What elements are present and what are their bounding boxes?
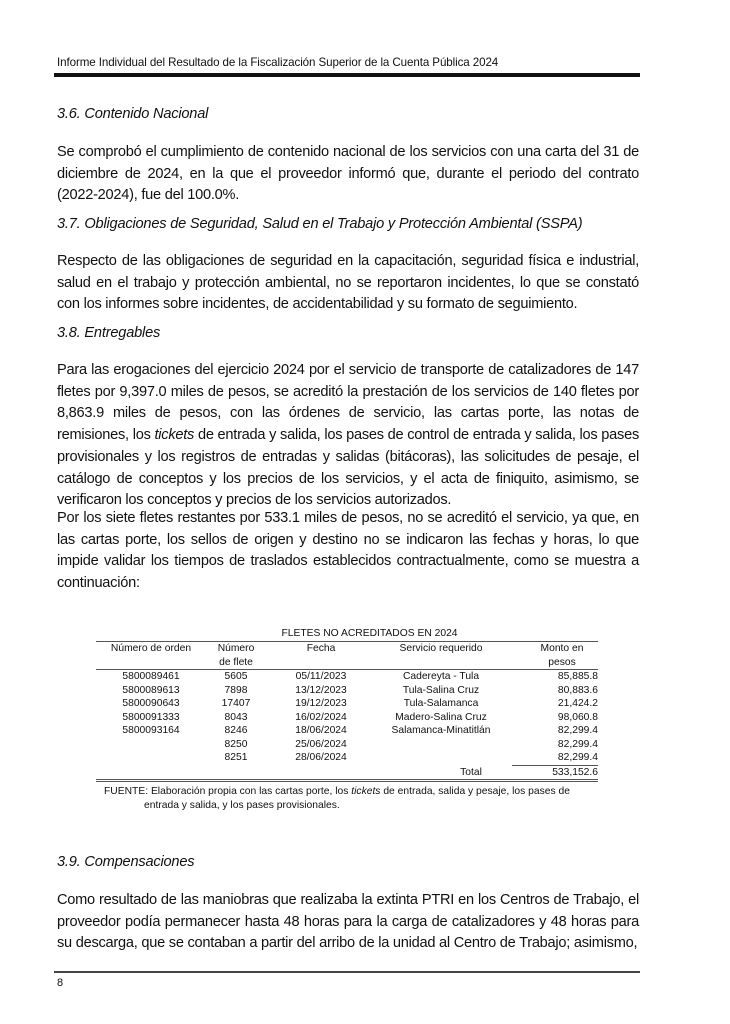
cell-monto: 82,299.4 <box>557 752 598 763</box>
table-row <box>96 751 598 765</box>
cell-servicio: Tula-Salamanca <box>403 698 479 709</box>
cell-flete: 8043 <box>224 711 248 723</box>
cell-orden <box>96 738 206 752</box>
table-total-row <box>96 766 598 780</box>
table-caption: FLETES NO ACREDITADOS EN 2024 <box>281 628 458 639</box>
table-bottom-rule <box>96 779 598 782</box>
cell-orden <box>96 751 206 765</box>
col-header-monto-line2: pesos <box>548 656 576 668</box>
col-header-servicio: Servicio requerido <box>399 643 483 654</box>
table-header <box>96 642 598 669</box>
col-header-orden-line2 <box>96 656 206 670</box>
heading-3-9: 3.9. Compensaciones <box>57 854 195 870</box>
cell-servicio <box>376 751 506 765</box>
source-label: FUENTE: <box>104 786 149 797</box>
cell-orden: 5800091333 <box>122 711 180 723</box>
heading-3-6: 3.6. Contenido Nacional <box>57 106 209 122</box>
heading-3-8: 3.8. Entregables <box>57 325 161 341</box>
cell-flete: 17407 <box>221 698 251 709</box>
cell-flete: 5605 <box>224 671 248 682</box>
cell-monto: 21,424.2 <box>557 698 598 709</box>
page-number: 8 <box>57 977 64 989</box>
col-header-flete: Número <box>217 643 255 654</box>
paragraph-entregables-2: Por los siete fletes restantes por 533.1 miles de pesos, no se acreditó el servicio, ya que, en las cartas porte, los sellos de origen y destino no se indicaron las fechas y horas, lo que impide validar los tiempos de traslados establecidos contractualmente, como se muestra a continuación: <box>57 510 639 592</box>
cell-fecha: 18/06/2024 <box>295 725 347 736</box>
cell-fecha: 05/11/2023 <box>295 671 347 682</box>
col-header-servicio-line2 <box>376 656 506 670</box>
cell-monto: 85,885.8 <box>557 671 598 682</box>
italic-term: tickets <box>351 786 381 797</box>
cell-orden: 5800090643 <box>122 698 180 709</box>
cell-servicio: Madero-Salina Cruz <box>395 711 487 723</box>
source-line-2: entrada y salida, y los pases provisionales. <box>144 800 340 811</box>
col-header-fecha: Fecha <box>306 643 336 654</box>
text-run: Elaboración propia con las cartas porte, los <box>150 786 352 797</box>
table-row <box>96 670 598 684</box>
cell-flete: 7898 <box>224 684 248 696</box>
cell-orden: 5800089613 <box>122 684 180 696</box>
paragraph-compensaciones: Como resultado de las maniobras que realizaba la extinta PTRI en los Centros de Trabajo, el proveedor podía permanecer hasta 48 horas para la carga de catalizadores y 48 horas para su descarga, que se contaban a partir del arribo de la unidad al Centro de Trabajo; asimismo, <box>57 892 639 952</box>
table-row <box>96 697 598 711</box>
cell-orden: 5800089461 <box>122 671 180 682</box>
fletes-table <box>96 627 598 813</box>
paragraph-contenido-nacional: Se comprobó el cumplimiento de contenido nacional de los servicios con una carta del 31 de diciembre de 2024, en la que el proveedor informó que, durante el periodo del contrato (2022-2024), fue del 100.0%. <box>57 144 639 204</box>
italic-term: tickets <box>154 427 195 444</box>
text-run: de entrada y salida, los pases de control de entrada y salida, los pases provisionales y los registros de entradas y salidas (bitácoras), las solicitudes de pesaje, el catálogo de conceptos y los precios de los servicios, y el acta de finiquito, asimismo, se verificaron los conceptos y precios de los servicios autorizados. <box>57 427 639 509</box>
cell-flete: 8246 <box>224 725 248 736</box>
table-row <box>96 724 598 738</box>
col-header-fecha-line2 <box>266 656 376 670</box>
table-source-note <box>96 785 598 813</box>
cell-monto: 80,883.6 <box>557 684 598 696</box>
cell-servicio: Salamanca-Minatitlán <box>391 725 491 736</box>
col-header-orden: Número de orden <box>110 643 192 654</box>
cell-fecha: 25/06/2024 <box>295 738 347 750</box>
cell-monto: 98,060.8 <box>557 711 598 723</box>
cell-monto: 82,299.4 <box>557 738 598 750</box>
paragraph-entregables-1 <box>57 360 639 512</box>
cell-fecha: 28/06/2024 <box>295 752 347 763</box>
total-value: 533,152.6 <box>552 766 598 778</box>
header-divider <box>54 73 640 77</box>
text-run: de entrada, salida y pesaje, los pases de <box>380 786 570 797</box>
col-header-flete-line2: de flete <box>219 656 253 668</box>
col-header-monto: Monto en <box>540 643 584 654</box>
cell-flete: 8251 <box>224 752 248 763</box>
report-title: Informe Individual del Resultado de la Fiscalización Superior de la Cuenta Pública 2024 <box>57 56 499 69</box>
footer-divider <box>54 971 640 973</box>
cell-servicio: Cadereyta - Tula <box>402 671 480 682</box>
cell-servicio <box>376 738 506 752</box>
cell-servicio: Tula-Salina Cruz <box>402 684 480 696</box>
table-row <box>96 711 598 725</box>
cell-flete: 8250 <box>224 738 248 750</box>
cell-fecha: 19/12/2023 <box>295 698 347 709</box>
total-label: Total <box>460 766 482 778</box>
cell-orden: 5800093164 <box>122 725 180 736</box>
text-run: Para las erogaciones del ejercicio 2024 por el servicio de transporte de catalizadores de 147 fletes por 9,397.0 miles de pesos, se acreditó la prestación de los servicios de 140 fletes por 8,863.9 miles de pesos, con las órdenes de servicio, las cartas porte, las notas de remisiones, los <box>57 362 639 444</box>
heading-3-7: 3.7. Obligaciones de Seguridad, Salud en el Trabajo y Protección Ambiental (SSPA) <box>57 216 583 232</box>
paragraph-sspa: Respecto de las obligaciones de seguridad en la capacitación, seguridad física e industrial, salud en el trabajo y protección ambiental, no se reportaron incidentes, lo que se constató con los informes sobre incidentes, de accidentabilidad y su formato de seguimiento. <box>57 253 639 313</box>
table-row <box>96 738 598 752</box>
cell-fecha: 13/12/2023 <box>295 684 347 696</box>
cell-fecha: 16/02/2024 <box>295 711 347 723</box>
cell-monto: 82,299.4 <box>557 725 598 736</box>
table-row <box>96 684 598 698</box>
